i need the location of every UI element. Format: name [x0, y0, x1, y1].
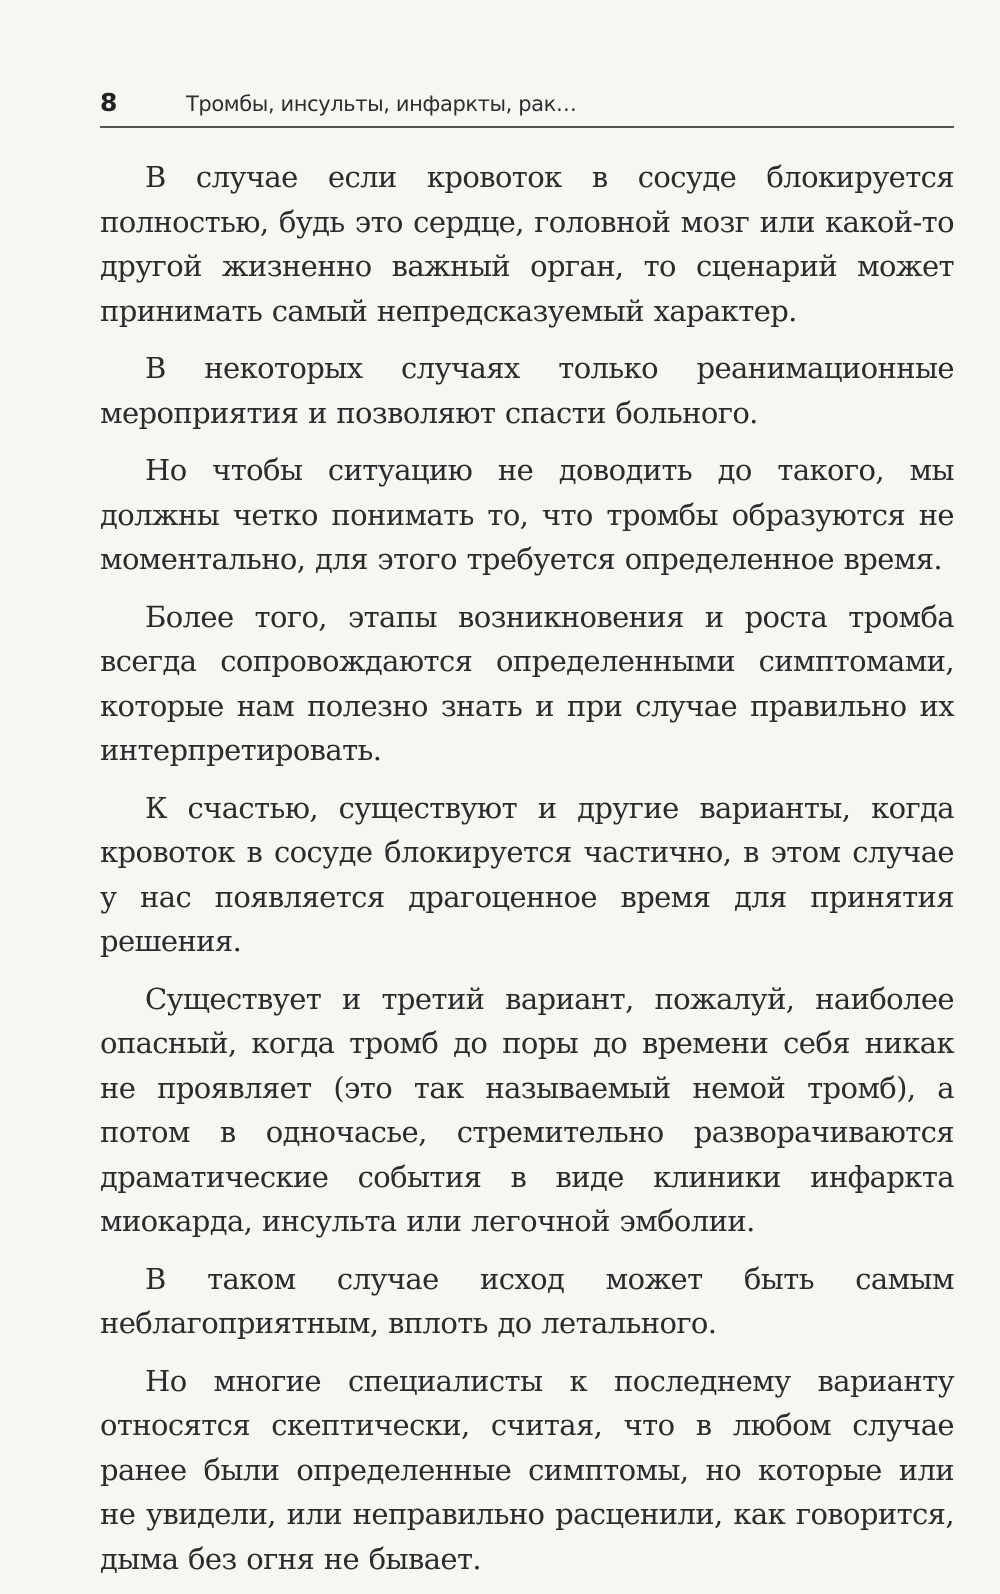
paragraph-7: В таком случае исход может быть самым неблагоприятным, вплоть до летального. [100, 1261, 954, 1340]
paragraph-6: Существует и третий вариант, пожалуй, наиболее опасный, когда тромб до поры до времени себя никак не проявляет (это так называемый немой тромб), а потом в одночасье, стремительно разворачиваются драматические события в виде клиники инфаркта миокарда, инсульта или легочной эмболии. [100, 981, 954, 1238]
page-number: 8 [100, 88, 118, 117]
body-text [100, 155, 954, 1594]
paragraph-4: Более того, этапы возникновения и роста тромба всегда сопровождаются определенными симптомами, которые нам полезно знать и при случае правильно их интерпретировать. [100, 599, 954, 767]
paragraph-8: Но многие специалисты к последнему варианту относятся скептически, считая, что в любом случае ранее были определенные симптомы, но которые или не увидели, или неправильно расценили, как говорится, дыма без огня не бывает. [100, 1363, 954, 1576]
paragraph-5: К счастью, существуют и другие варианты, когда кровоток в сосуде блокируется частично, в этом случае у нас появляется драгоценное время для принятия решения. [100, 790, 954, 958]
paragraph-1: В случае если кровоток в сосуде блокируется полностью, будь это сердце, головной мозг или какой-то другой жизненно важный орган, то сценарий может принимать самый непредсказуемый характер. [100, 160, 954, 328]
page-header [100, 84, 954, 128]
running-title: Тромбы, инсульты, инфаркты, рак… [186, 92, 577, 116]
paragraph-2: В некоторых случаях только реанимационные мероприятия и позволяют спасти больного. [100, 351, 954, 430]
paragraph-3: Но чтобы ситуацию не доводить до такого, мы должны четко понимать то, что тромбы образуются не моментально, для этого требуется определенное время. [100, 453, 954, 576]
